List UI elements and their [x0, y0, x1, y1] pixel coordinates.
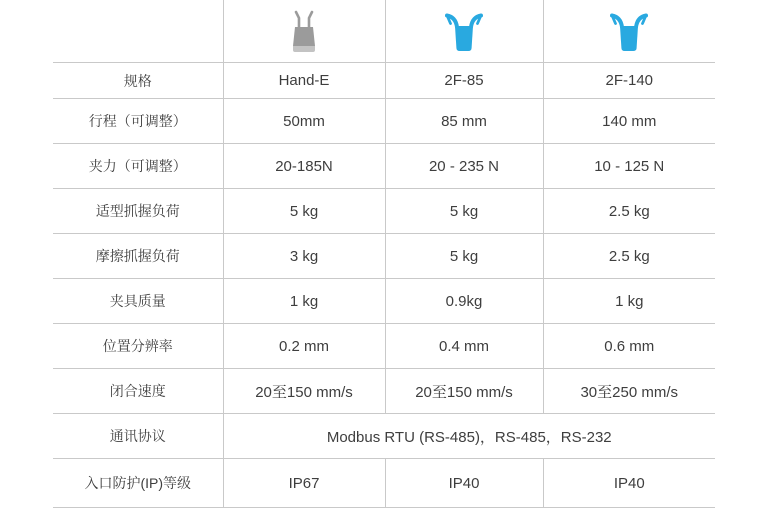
- row-label: 位置分辨率: [53, 324, 223, 369]
- table-cell: 2.5 kg: [543, 189, 715, 234]
- table-cell: 3 kg: [223, 234, 385, 279]
- row-label: 行程（可调整）: [53, 99, 223, 144]
- table-row-communication-protocol: [53, 414, 715, 459]
- spec-name-row: [53, 63, 715, 99]
- table-cell: 20 - 235 N: [385, 144, 543, 189]
- table-cell: 140 mm: [543, 99, 715, 144]
- table-cell: 5 kg: [385, 234, 543, 279]
- table-cell: 0.6 mm: [543, 324, 715, 369]
- table-cell: 0.9kg: [385, 279, 543, 324]
- table-cell: 0.4 mm: [385, 324, 543, 369]
- 2f-140-gripper-icon: [608, 11, 650, 53]
- row-label: 摩擦抓握负荷: [53, 234, 223, 279]
- table-row-stroke: [53, 99, 715, 144]
- row-label: 规格: [53, 63, 223, 99]
- table-cell: 20至150 mm/s: [223, 369, 385, 414]
- hand-e-icon-cell: [223, 0, 385, 63]
- row-label: 夹具质量: [53, 279, 223, 324]
- table-cell: IP40: [543, 459, 715, 508]
- table-cell: 1 kg: [223, 279, 385, 324]
- table-row-gripper-mass: [53, 279, 715, 324]
- table-cell: 5 kg: [223, 189, 385, 234]
- model-name-hand-e: Hand-E: [223, 63, 385, 99]
- row-label: 入口防护(IP)等级: [53, 459, 223, 508]
- comm-protocol-value: Modbus RTU (RS-485)，RS-485，RS-232: [223, 414, 715, 459]
- 2f-85-gripper-icon: [443, 11, 485, 53]
- table-cell: 2.5 kg: [543, 234, 715, 279]
- row-label: 通讯协议: [53, 414, 223, 459]
- table-cell: IP40: [385, 459, 543, 508]
- 2f-140-icon-cell: [543, 0, 715, 63]
- table-row-formfit-payload: [53, 189, 715, 234]
- table-cell: 5 kg: [385, 189, 543, 234]
- gripper-icons-row: [53, 0, 715, 63]
- table-cell: 0.2 mm: [223, 324, 385, 369]
- table-cell: 50mm: [223, 99, 385, 144]
- table-cell: 1 kg: [543, 279, 715, 324]
- table-row-closing-speed: [53, 369, 715, 414]
- table-cell: IP67: [223, 459, 385, 508]
- table-cell: 20-185N: [223, 144, 385, 189]
- row-label: 适型抓握负荷: [53, 189, 223, 234]
- empty-corner-cell: [53, 0, 223, 63]
- table-cell: 20至150 mm/s: [385, 369, 543, 414]
- table-cell: 85 mm: [385, 99, 543, 144]
- table-row-position-resolution: [53, 324, 715, 369]
- row-label: 闭合速度: [53, 369, 223, 414]
- table-cell: 10 - 125 N: [543, 144, 715, 189]
- model-name-2f-140: 2F-140: [543, 63, 715, 99]
- table-row-ip-rating: [53, 459, 715, 508]
- table-cell: 30至250 mm/s: [543, 369, 715, 414]
- hand-e-gripper-icon: [285, 10, 323, 54]
- model-name-2f-85: 2F-85: [385, 63, 543, 99]
- 2f-85-icon-cell: [385, 0, 543, 63]
- table-row-friction-payload: [53, 234, 715, 279]
- row-label: 夹力（可调整）: [53, 144, 223, 189]
- gripper-spec-table: [53, 0, 715, 508]
- table-row-grip-force: [53, 144, 715, 189]
